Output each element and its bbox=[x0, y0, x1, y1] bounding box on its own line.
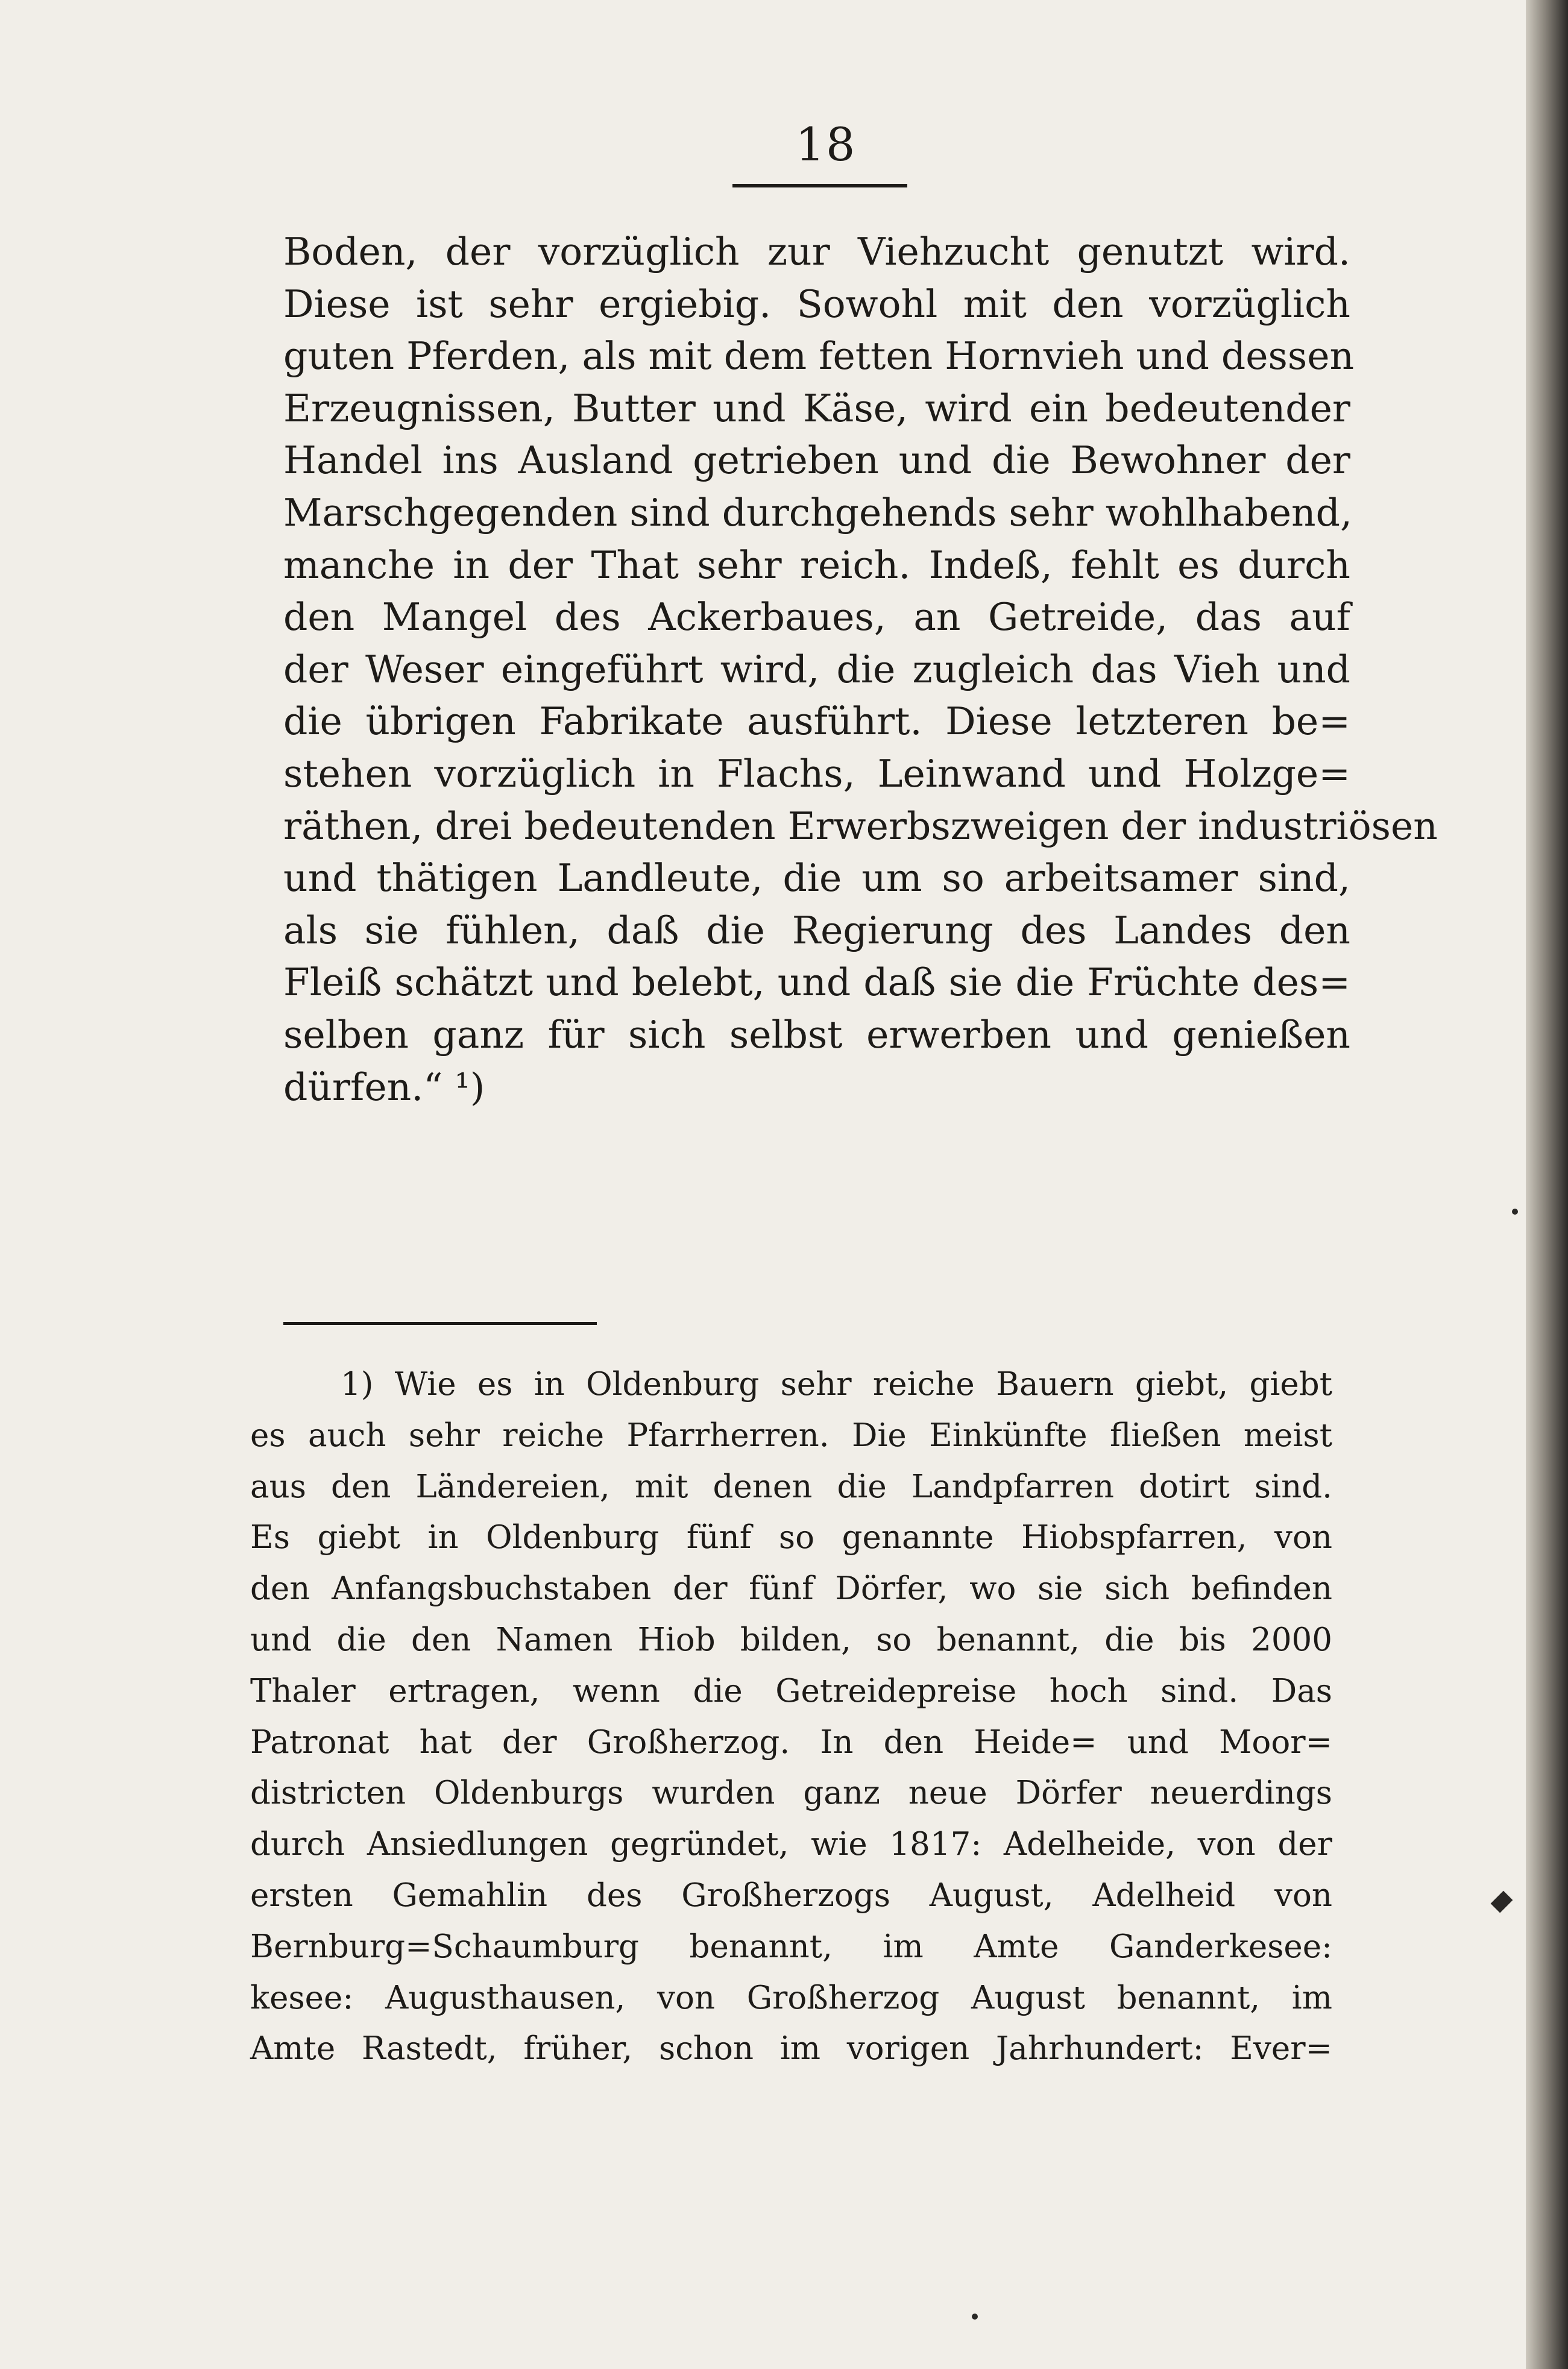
body-line: selben ganz für sich selbst erwerben und genießen bbox=[283, 1012, 1350, 1057]
footnote-line: durch Ansiedlungen gegründet, wie 1817: Adelheide, von der bbox=[250, 1826, 1332, 1863]
body-line: der Weser eingeführt wird, die zugleich das Vieh und bbox=[283, 647, 1350, 691]
footnote-line: Thaler ertragen, wenn die Getreidepreise hoch sind. Das bbox=[250, 1672, 1332, 1710]
body-line: manche in der That sehr reich. Indeß, fehlt es durch bbox=[283, 543, 1350, 587]
footnote-line: 1) Wie es in Oldenburg sehr reiche Bauern giebt, giebt bbox=[341, 1366, 1332, 1403]
footnote-line: Bernburg=Schaumburg benannt, im Amte Ganderkesee: bbox=[250, 1928, 1332, 1965]
body-line: dürfen.“ ¹) bbox=[283, 1065, 485, 1109]
body-line: räthen, drei bedeutenden Erwerbszweigen der industriösen bbox=[283, 804, 1438, 848]
body-line: Fleiß schätzt und belebt, und daß sie die Früchte des= bbox=[283, 960, 1350, 1005]
body-line: Handel ins Ausland getrieben und die Bewohner der bbox=[283, 438, 1350, 483]
body-line: stehen vorzüglich in Flachs, Leinwand und Holzge= bbox=[283, 751, 1350, 796]
page-number: 18 bbox=[795, 118, 857, 171]
body-line: Diese ist sehr ergiebig. Sowohl mit den vorzüglich bbox=[283, 282, 1350, 326]
footnote-line: den Anfangsbuchstaben der fünf Dörfer, wo sie sich befinden bbox=[250, 1570, 1332, 1608]
page-edge-mark bbox=[1491, 1891, 1513, 1913]
footnote-line: kesee: Augusthausen, von Großherzog August benannt, im bbox=[250, 1979, 1332, 2016]
page-number-rule bbox=[732, 184, 907, 187]
body-line: als sie fühlen, daß die Regierung des Landes den bbox=[283, 908, 1350, 952]
footnote-line: Es giebt in Oldenburg fünf so genannte Hiobspfarren, von bbox=[250, 1519, 1332, 1556]
body-text bbox=[283, 226, 1438, 1113]
footnote-line: und die den Namen Hiob bilden, so benannt, die bis 2000 bbox=[250, 1621, 1332, 1658]
footnote-line: ersten Gemahlin des Großherzogs August, Adelheid von bbox=[250, 1877, 1332, 1914]
body-line: die übrigen Fabrikate ausführt. Diese letzteren be= bbox=[283, 699, 1350, 744]
body-line: Boden, der vorzüglich zur Viehzucht genutzt wird. bbox=[283, 230, 1350, 274]
footnote-line: aus den Ländereien, mit denen die Landpfarren dotirt sind. bbox=[250, 1468, 1332, 1505]
footnote-line: Patronat hat der Großherzog. In den Heide= und Moor= bbox=[250, 1723, 1332, 1761]
footnote-line: es auch sehr reiche Pfarrherren. Die Einkünfte fließen meist bbox=[250, 1417, 1332, 1454]
footnote-divider bbox=[283, 1322, 597, 1325]
body-line: Erzeugnissen, Butter und Käse, wird ein bedeutender bbox=[283, 386, 1350, 430]
body-line: guten Pferden, als mit dem fetten Hornvieh und dessen bbox=[283, 334, 1355, 379]
ink-speck bbox=[1512, 1209, 1518, 1215]
footnote-line: Amte Rastedt, früher, schon im vorigen Jahrhundert: Ever= bbox=[250, 2030, 1332, 2068]
body-line: Marschgegenden sind durchgehends sehr wohlhabend, bbox=[283, 490, 1352, 535]
book-spine-shadow bbox=[1526, 0, 1568, 2369]
ink-speck bbox=[972, 2314, 978, 2320]
body-line: und thätigen Landleute, die um so arbeitsamer sind, bbox=[283, 856, 1350, 901]
footnote bbox=[250, 1359, 1332, 2075]
body-line: den Mangel des Ackerbaues, an Getreide, das auf bbox=[283, 595, 1350, 640]
footnote-line: districten Oldenburgs wurden ganz neue Dörfer neuerdings bbox=[250, 1775, 1332, 1812]
